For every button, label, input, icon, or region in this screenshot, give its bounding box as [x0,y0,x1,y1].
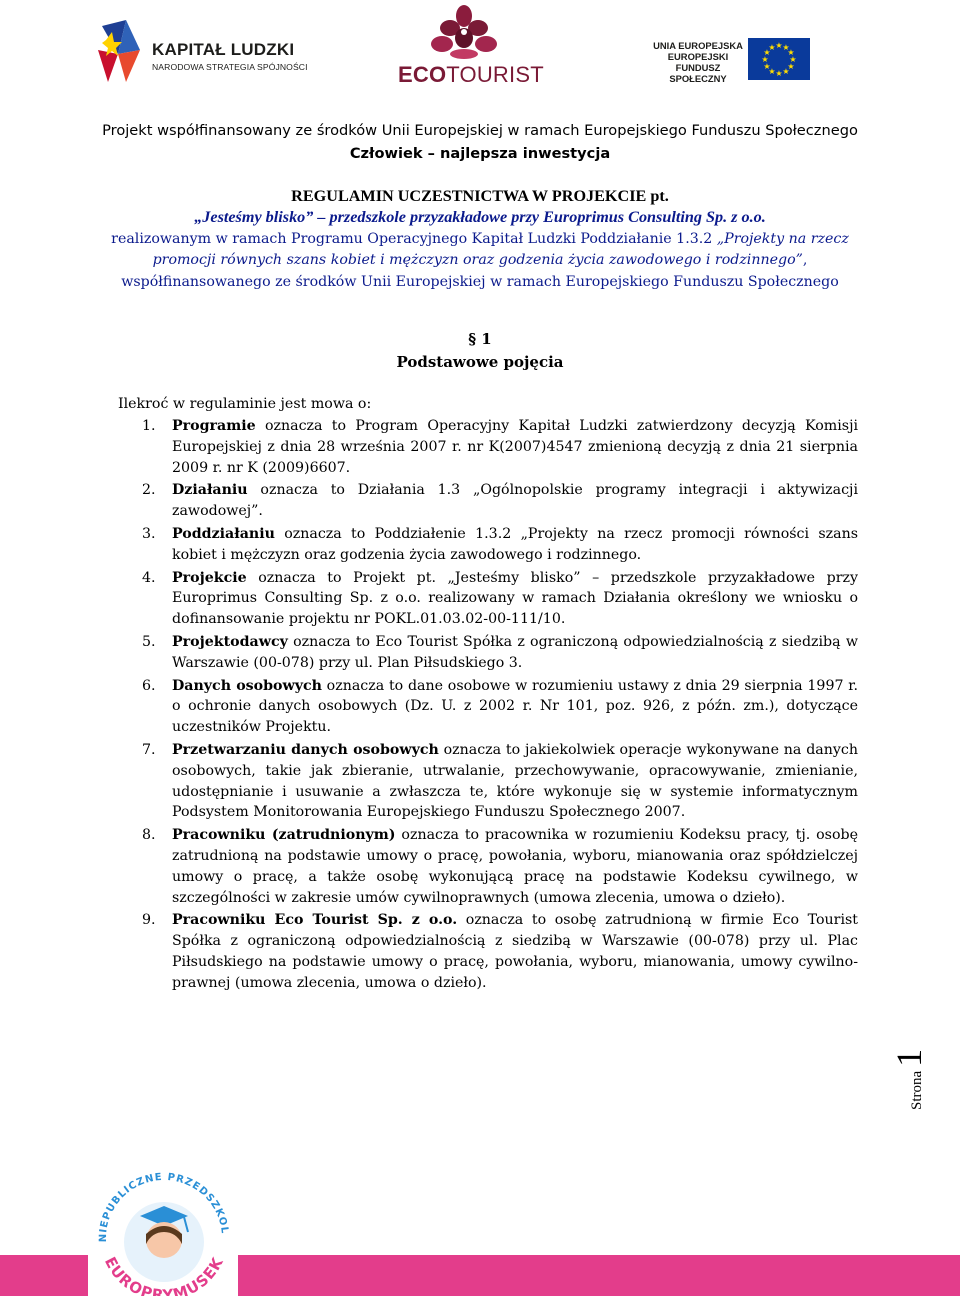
definition-item: 2. Działaniu oznacza to Działania 1.3 „Ogólnopolskie programy integracji i aktywizacji zawodowej”. [142,482,858,520]
kapital-ludzki-subtitle: NARODOWA STRATEGIA SPÓJNOŚCI [152,62,308,72]
flower-icon [426,4,502,60]
definition-item: 3. Poddziałaniu oznacza to Poddziałenie 1.3.2 „Projekty na rzecz promocji równości szans kobiet i mężczyzn oraz godzenia życia zawodowego i rodzinnego. [142,525,858,563]
preschool-badge-icon [84,1160,244,1296]
definition-item: 4. Projekcie oznacza to Projekt pt. „Jesteśmy blisko” – przedszkole przyzakładowe przy Europrimus Consulting Sp. z o.o. realizowany w ramach Działania określony we wniosku o dofinansowanie projektu nr POKL.01.03.02-00-111/10. [142,569,858,628]
definition-item: 8. Pracowniku (zatrudnionym) oznacza to pracownika w rozumieniu Kodeksu pracy, tj. osobę zatrudnioną na podstawie umowy o pracę, powołania, wyboru, mianowania oraz spółdzielczej umowy o pracę, a także osobę wykonującą pracę na podstawie Kodeksu cywilnego, w szczególności w zakresie umów cywilnoprawnych (umowa zlecenia, umowa o dzieło). [142,827,858,906]
kapital-ludzki-title: KAPITAŁ LUDZKI [152,40,295,59]
kapital-ludzki-logo [96,20,308,86]
project-slogan: Człowiek – najlepsza inwestycja [349,145,611,162]
definition-item: 9. Pracowniku Eco Tourist Sp. z o.o. oznacza to osobę zatrudnioną w firmie Eco Tourist Spółka z ograniczoną odpowiedzialnością z siedzibą w Warszawie (00-078) przy ul. Plac Piłsudskiego na podstawie umowy o pracę, powołania, wyboru, mianowania, umowy cywilno-prawnej (umowa zlecenia, umowa o dzieło). [142,912,858,991]
svg-text:★: ★ [775,69,783,78]
section-number: § 1 [468,330,492,348]
svg-text:EUROPRYMUSEK: EUROPRYMUSEK [100,1253,228,1296]
svg-text:★: ★ [787,62,795,71]
definitions-intro: Ilekroć w regulaminie jest mowa o: [118,396,372,412]
svg-text:★: ★ [761,55,769,64]
svg-text:★: ★ [789,55,797,64]
project-cofinancing-note: Projekt współfinansowany ze środków Unii Europejskiej w ramach Europejskiego Funduszu Społecznego [102,122,858,139]
kapital-ludzki-emblem-icon [96,20,152,86]
definitions-list [118,416,858,994]
svg-text:★: ★ [787,48,795,57]
eu-flag-icon [748,38,810,80]
section-title: Podstawowe pojęcia [396,353,564,371]
svg-text:★: ★ [782,67,790,76]
europrymusek-logo [84,1160,244,1296]
eu-label: UNIA EUROPEJSKA EUROPEJSKI FUNDUSZ SPOŁECZNY [653,40,743,84]
ecotourist-logo [396,4,544,87]
svg-text:★: ★ [763,48,771,57]
page-number: 1 [889,1048,929,1067]
definition-item: 5. Projektodawcy oznacza to Eco Tourist Spółka z ograniczoną odpowiedzialnością z siedzibą w Warszawie (00-078) przy ul. Plan Piłsudskiego 3. [142,633,858,671]
svg-text:★: ★ [768,67,776,76]
svg-text:★: ★ [775,41,783,50]
svg-text:★: ★ [763,62,771,71]
svg-text:★: ★ [782,43,790,52]
definition-item: 1. Programie oznacza to Program Operacyjny Kapitał Ludzki zatwierdzony decyzją Komisji Europejskiej z dnia 28 września 2007 r. nr K(2007)4547 zmienioną decyzją z dnia 21 sierpnia 2009 r. nr K (2009)6607. [142,418,858,476]
definition-item: 6. Danych osobowych oznacza to dane osobowe w rozumieniu ustawy z dnia 29 sierpnia 1997 r. o ochronie danych osobowych (Dz. U. z 2002 r. Nr 101, poz. 926, z późn. zm.), dotyczące uczestników Projektu. [142,677,859,736]
ecotourist-wordmark: ECOTOURIST [398,62,544,87]
document-subtitle: realizowanym w ramach Programu Operacyjnego Kapitał Ludzki Poddziałanie 1.3.2 „Projekty na rzecz promocji równych szans kobiet i mężczyzn oraz godzenia życia zawodowego i rodzinnego”, współfinansowanego ze środków Unii Europejskiej w ramach Europejskiego Funduszu Społecznego [111,231,849,290]
definition-item: 7. Przetwarzaniu danych osobowych oznacza to jakiekolwiek operacje wykonywane na danych osobowych, takie jak zbieranie, utrwalanie, przechowywanie, opracowywanie, zmienianie, udostępnianie i usuwanie a zwłaszcza te, które wykonuje się w systemie informatycznym Podsystem Monitorowania Europejskiego Funduszu Społecznego 2007. [142,741,858,821]
eu-logo [652,40,822,82]
svg-text:★: ★ [768,43,776,52]
page-word: Strona [909,1070,925,1110]
document-title: REGULAMIN UCZESTNICTWA W PROJEKCIE pt. [291,187,669,205]
page-number-label [888,1030,928,1110]
svg-text:NIEPUBLICZNE PRZEDSZKOLE: NIEPUBLICZNE PRZEDSZKOL [97,1171,230,1243]
project-name: „Jesteśmy blisko” – przedszkole przyzakładowe przy Europrimus Consulting Sp. z o.o. [194,208,766,226]
